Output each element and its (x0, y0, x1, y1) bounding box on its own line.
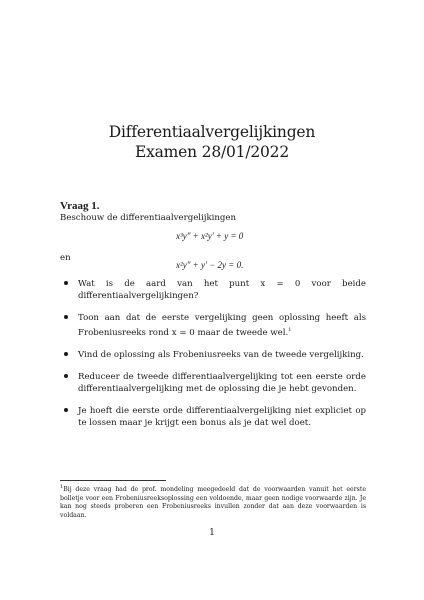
equation-1: x³y″ + x²y′ + y = 0 (176, 231, 244, 241)
question-heading-block (60, 200, 368, 224)
footnote-divider (60, 480, 166, 481)
connector-text: en (60, 253, 71, 263)
bullet-dot (64, 281, 68, 285)
title-course: Differentiaalvergelijkingen (108, 123, 316, 141)
bullet-item-1 (60, 278, 366, 302)
footnote-text: Bij deze vraag had de prof. mondeling meegedeeld dat de voorwaarden vanuit het eerste bolletje voor een Frobeniusreeksoplossing een voldoende, maar geen nodige voorwaarde zijn. Je kan nog steeds proberen een Frobeniusreeks invullen zonder dat aan deze voorwaarden is voldaan. (60, 486, 366, 519)
bullet-dot (64, 315, 68, 319)
bullet-item-4 (60, 371, 366, 395)
footnote (60, 483, 366, 520)
question-bullet-list (60, 278, 366, 439)
title-exam-date: Examen 28/01/2022 (134, 143, 289, 161)
question-intro: Beschouw de differentiaalvergelijkingen (60, 213, 237, 223)
bullet-item-5 (60, 405, 366, 429)
bullet-dot (64, 408, 68, 412)
question-heading: Vraag 1. (60, 200, 100, 212)
bullet-item-3 (60, 349, 366, 361)
footnote-mark: 1 (60, 484, 64, 490)
bullet-dot (64, 374, 68, 378)
page-number: 1 (209, 528, 215, 538)
bullet-text: Reduceer de tweede differentiaalvergelijking tot een eerste orde differentiaalvergelijking met de oplossing die je hebt gevonden. (78, 371, 366, 394)
document-title (0, 122, 424, 162)
bullet-text: Je hoeft die eerste orde differentiaalvergelijking niet expliciet op te lossen maar je krijgt een bonus als je dat wel doet. (78, 405, 366, 428)
bullet-text: Toon aan dat de eerste vergelijking geen oplossing heeft als Frobeniusreeks rond x = 0 maar de tweede wel. (78, 313, 366, 338)
bullet-text: Vind de oplossing als Frobeniusreeks van de tweede vergelijking. (78, 349, 364, 360)
equation-2: x²y″ + y′ − 2y = 0. (176, 260, 244, 270)
bullet-text: Wat is de aard van het punt x = 0 voor beide differentiaalvergelijkingen? (78, 279, 366, 301)
bullet-dot (64, 352, 68, 356)
footnote-reference[interactable]: 1 (288, 327, 292, 333)
bullet-item-2 (60, 312, 366, 339)
